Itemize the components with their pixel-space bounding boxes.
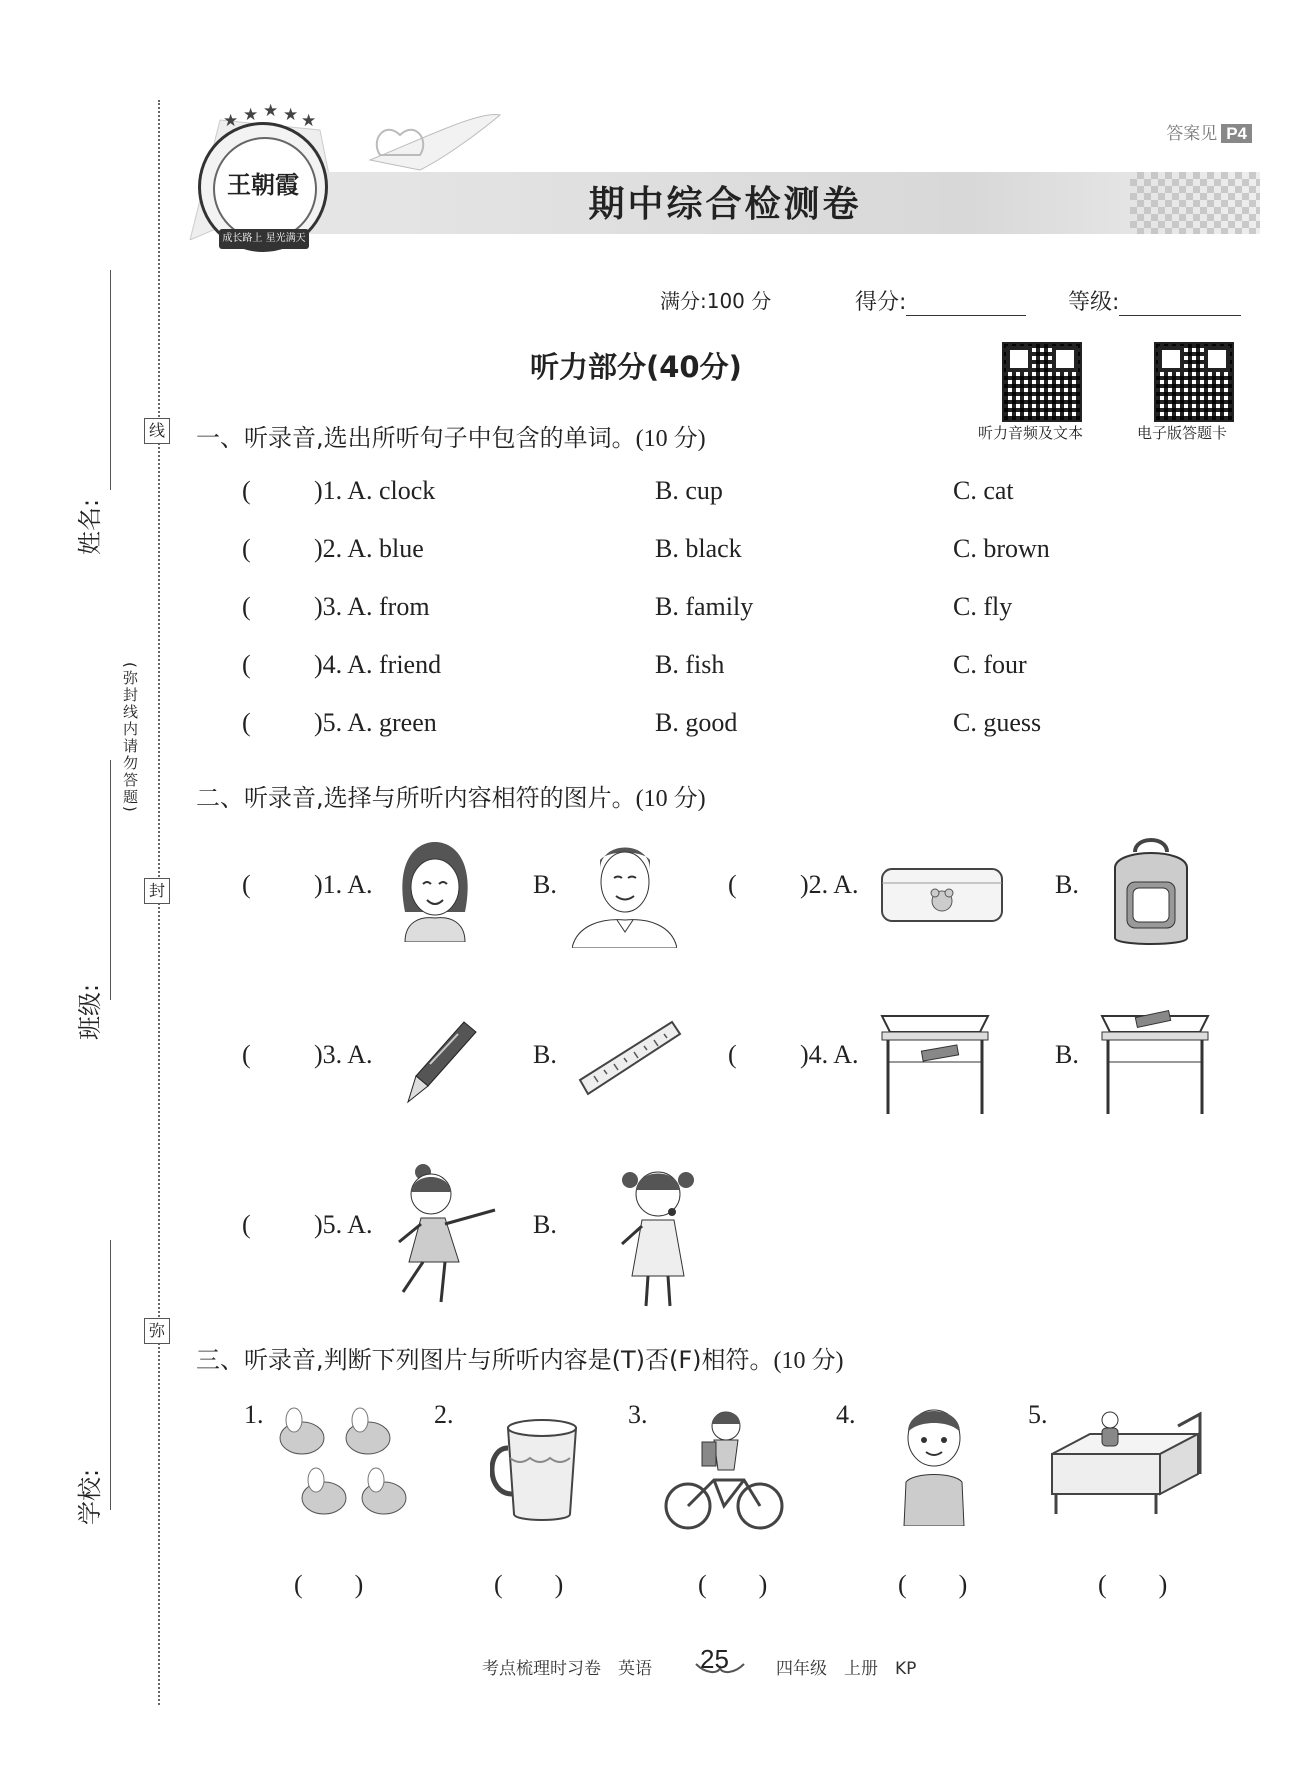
tf-answer-2[interactable]: ( )	[494, 1570, 564, 1599]
full-marks: 满分:100 分	[660, 289, 772, 313]
p2-q5-label: )5. A.	[314, 1210, 373, 1239]
answer-paren-open[interactable]: (	[242, 592, 251, 621]
option-c: C. fly	[953, 592, 1013, 621]
qr-code-audio-icon[interactable]	[1002, 342, 1082, 422]
class-label: 班级:	[76, 983, 104, 1040]
p2-q5-b-label: B.	[533, 1210, 557, 1239]
logo-slogan: 成长路上 星光满天	[219, 229, 309, 249]
binding-tag-line: 线	[144, 418, 170, 444]
boy-on-bike-icon	[664, 1408, 784, 1532]
p2-q1-label: )1. A.	[314, 870, 373, 899]
logo-name: 王朝霞	[227, 170, 299, 199]
p2-q1-b-label: B.	[533, 870, 557, 899]
option-c: C. brown	[953, 534, 1050, 563]
answer-paren-open[interactable]: (	[728, 870, 737, 899]
option-a: )2. A. blue	[314, 534, 424, 563]
option-c: C. guess	[953, 708, 1042, 737]
boy-icon	[894, 1402, 974, 1526]
p3-num-3: 3.	[628, 1400, 648, 1429]
part1-title: 一、听录音,选出所听句子中包含的单词。(10 分)	[196, 424, 706, 452]
p3-num-2: 2.	[434, 1400, 454, 1429]
name-write-line[interactable]	[110, 270, 111, 490]
publisher-logo: ★ ★ ★ ★ ★ 王朝霞 成长路上 星光满天	[198, 122, 328, 252]
answer-paren-open[interactable]: (	[242, 1210, 251, 1239]
score-blank[interactable]	[906, 289, 1026, 316]
grade-label: 等级:	[1068, 290, 1120, 315]
p2-q2-b-label: B.	[1055, 870, 1079, 899]
man-face-icon	[572, 840, 677, 948]
page-number: 25	[700, 1644, 729, 1674]
answer-paren-open[interactable]: (	[242, 476, 251, 505]
sealing-note: (弥封线内请勿答题)	[121, 662, 139, 814]
singing-girl-icon	[612, 1160, 704, 1310]
pen-icon	[400, 1018, 480, 1104]
footer-right: 四年级 上册 KP	[776, 1659, 917, 1679]
tf-answer-5[interactable]: ( )	[1098, 1570, 1168, 1599]
option-a: )4. A. friend	[314, 650, 442, 679]
option-a: )1. A. clock	[314, 476, 436, 505]
p2-q4-label: )4. A.	[800, 1040, 859, 1069]
option-a: )5. A. green	[314, 708, 437, 737]
ruler-icon	[578, 1018, 682, 1100]
backpack-icon	[1105, 838, 1197, 948]
dancing-girl-icon	[383, 1162, 503, 1310]
school-write-line[interactable]	[110, 1240, 111, 1510]
p3-num-5: 5.	[1028, 1400, 1048, 1429]
option-b: B. fish	[655, 650, 725, 679]
part2-title: 二、听录音,选择与所听内容相符的图片。(10 分)	[196, 784, 706, 812]
option-c: C. four	[953, 650, 1027, 679]
tf-answer-4[interactable]: ( )	[898, 1570, 968, 1599]
option-b: B. good	[655, 708, 738, 737]
grade-field	[1068, 285, 1241, 316]
option-c: C. cat	[953, 476, 1014, 505]
book-on-desk-icon	[1100, 1010, 1210, 1116]
score-field	[855, 285, 1026, 316]
four-bees-icon	[272, 1402, 414, 1530]
checker-pattern	[1130, 172, 1260, 234]
class-write-line[interactable]	[110, 760, 111, 1000]
tf-answer-3[interactable]: ( )	[698, 1570, 768, 1599]
p2-q3-label: )3. A.	[314, 1040, 373, 1069]
answer-paren-open[interactable]: (	[728, 1040, 737, 1069]
binding-tag-mi: 弥	[144, 1318, 170, 1344]
part3-title: 三、听录音,判断下列图片与所听内容是(T)否(F)相符。(10 分)	[196, 1346, 844, 1374]
answer-paren-open[interactable]: (	[242, 870, 251, 899]
score-label: 得分:	[855, 290, 907, 315]
option-b: B. family	[655, 592, 754, 621]
p2-q4-b-label: B.	[1055, 1040, 1079, 1069]
qr-label-answer-card: 电子版答题卡	[1137, 424, 1228, 442]
answer-paren-open[interactable]: (	[242, 1040, 251, 1069]
option-a: )3. A. from	[314, 592, 430, 621]
page-title: 期中综合检测卷	[588, 184, 862, 225]
grade-blank[interactable]	[1119, 289, 1241, 316]
footer-left: 考点梳理时习卷 英语	[482, 1659, 652, 1679]
option-b: B. black	[655, 534, 742, 563]
name-label: 姓名:	[76, 498, 104, 555]
answer-paren-open[interactable]: (	[242, 534, 251, 563]
option-b: B. cup	[655, 476, 723, 505]
binding-tag-seal: 封	[144, 878, 170, 904]
pencil-case-icon	[880, 865, 1005, 925]
school-label: 学校:	[76, 1468, 104, 1525]
p2-q2-label: )2. A.	[800, 870, 859, 899]
book-under-desk-icon	[880, 1010, 990, 1116]
tf-answer-1[interactable]: ( )	[294, 1570, 364, 1599]
cup-icon	[490, 1418, 590, 1524]
p3-num-4: 4.	[836, 1400, 856, 1429]
qr-label-audio: 听力音频及文本	[978, 424, 1084, 442]
p3-num-1: 1.	[244, 1400, 264, 1429]
doll-on-bed-icon	[1048, 1410, 1204, 1520]
answer-paren-open[interactable]: (	[242, 650, 251, 679]
qr-code-answer-card-icon[interactable]	[1154, 342, 1234, 422]
answer-reference: 答案见 P4	[1166, 119, 1252, 144]
girl-face-icon	[395, 842, 475, 942]
p2-q3-b-label: B.	[533, 1040, 557, 1069]
answer-paren-open[interactable]: (	[242, 708, 251, 737]
listening-heading: 听力部分(40分)	[530, 350, 742, 384]
